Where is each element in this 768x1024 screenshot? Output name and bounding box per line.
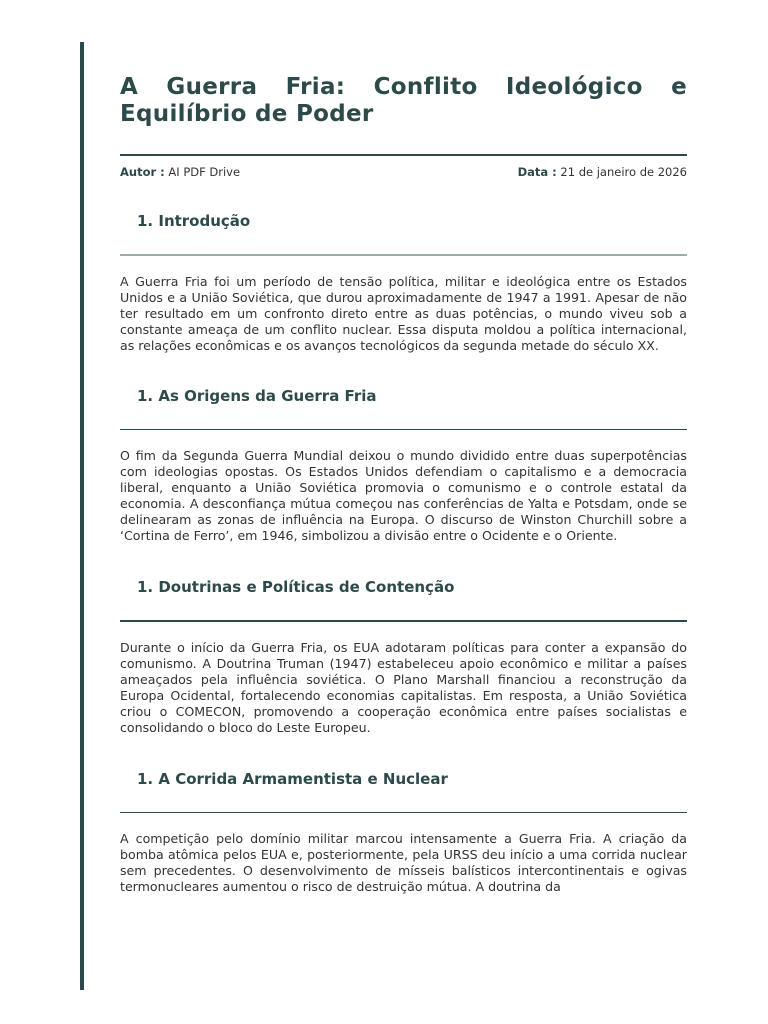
document-meta: [120, 165, 687, 179]
section-heading-corrida: 1. A Corrida Armamentista e Nuclear: [137, 769, 448, 788]
author-label: Autor :: [120, 165, 165, 179]
section-paragraph: A Guerra Fria foi um período de tensão política, militar e ideológica entre os Estados Unidos e a União Soviética, que durou aproximadamente de 1947 a 1991. Apesar de não ter resultado em um confronto direto entre as duas potências, o mundo viveu sob a constante ameaça de um conflito nuclear. Essa disputa moldou a política internacional, as relações econômicas e os avanços tecnológicos da segunda metade do século XX.: [120, 273, 687, 353]
section-divider: [120, 254, 687, 256]
author-value: AI PDF Drive: [168, 165, 241, 179]
author-line: [120, 165, 240, 179]
section-heading-introducao: 1. Introdução: [137, 212, 251, 230]
section-divider: [120, 812, 687, 814]
section-heading-origens: 1. As Origens da Guerra Fria: [137, 386, 377, 405]
section-paragraph: A competição pelo domínio militar marcou intensamente a Guerra Fria. A criação da bomba atômica pelos EUA e, posteriormente, pela URSS deu início a uma corrida nuclear sem precedentes. O desenvolvimento de mísseis balísticos intercontinentais e ogivas termonucleares aumentou o risco de destruição mútua. A doutrina da: [120, 831, 687, 894]
document-body: [120, 74, 687, 895]
section-divider: [120, 620, 687, 622]
section-paragraph: O fim da Segunda Guerra Mundial deixou o mundo dividido entre duas superpotências com ideologias opostas. Os Estados Unidos defendiam o capitalismo e a democracia liberal, enquanto a União Soviética promovia o comunismo e o controle estatal da economia. A desconfiança mútua começou nas conferências de Yalta e Potsdam, onde se delinearam as zonas de influência na Europa. O discurso de Winston Churchill sobre a ‘Cortina de Ferro’, em 1946, simbolizou a divisão entre o Ocidente e o Oriente.: [120, 448, 687, 543]
date-line: [518, 165, 687, 179]
date-label: Data :: [517, 165, 557, 179]
title-divider: [120, 154, 687, 156]
left-accent-bar: [80, 42, 84, 990]
date-value: 21 de janeiro de 2026: [560, 165, 687, 179]
section-heading-doutrinas: 1. Doutrinas e Políticas de Contenção: [137, 578, 455, 596]
section-paragraph: Durante o início da Guerra Fria, os EUA adotaram políticas para conter a expansão do comunismo. A Doutrina Truman (1947) estabeleceu apoio econômico e militar a países ameaçados pela influência soviética. O Plano Marshall financiou a reconstrução da Europa Ocidental, fortalecendo economias capitalistas. Em resposta, a União Soviética criou o COMECON, promovendo a cooperação econômica entre países socialistas e consolidando o bloco do Leste Europeu.: [120, 639, 687, 735]
section-divider: [120, 429, 687, 431]
document-title: A Guerra Fria: Conflito Ideológico e Equilíbrio de Poder: [120, 74, 687, 127]
